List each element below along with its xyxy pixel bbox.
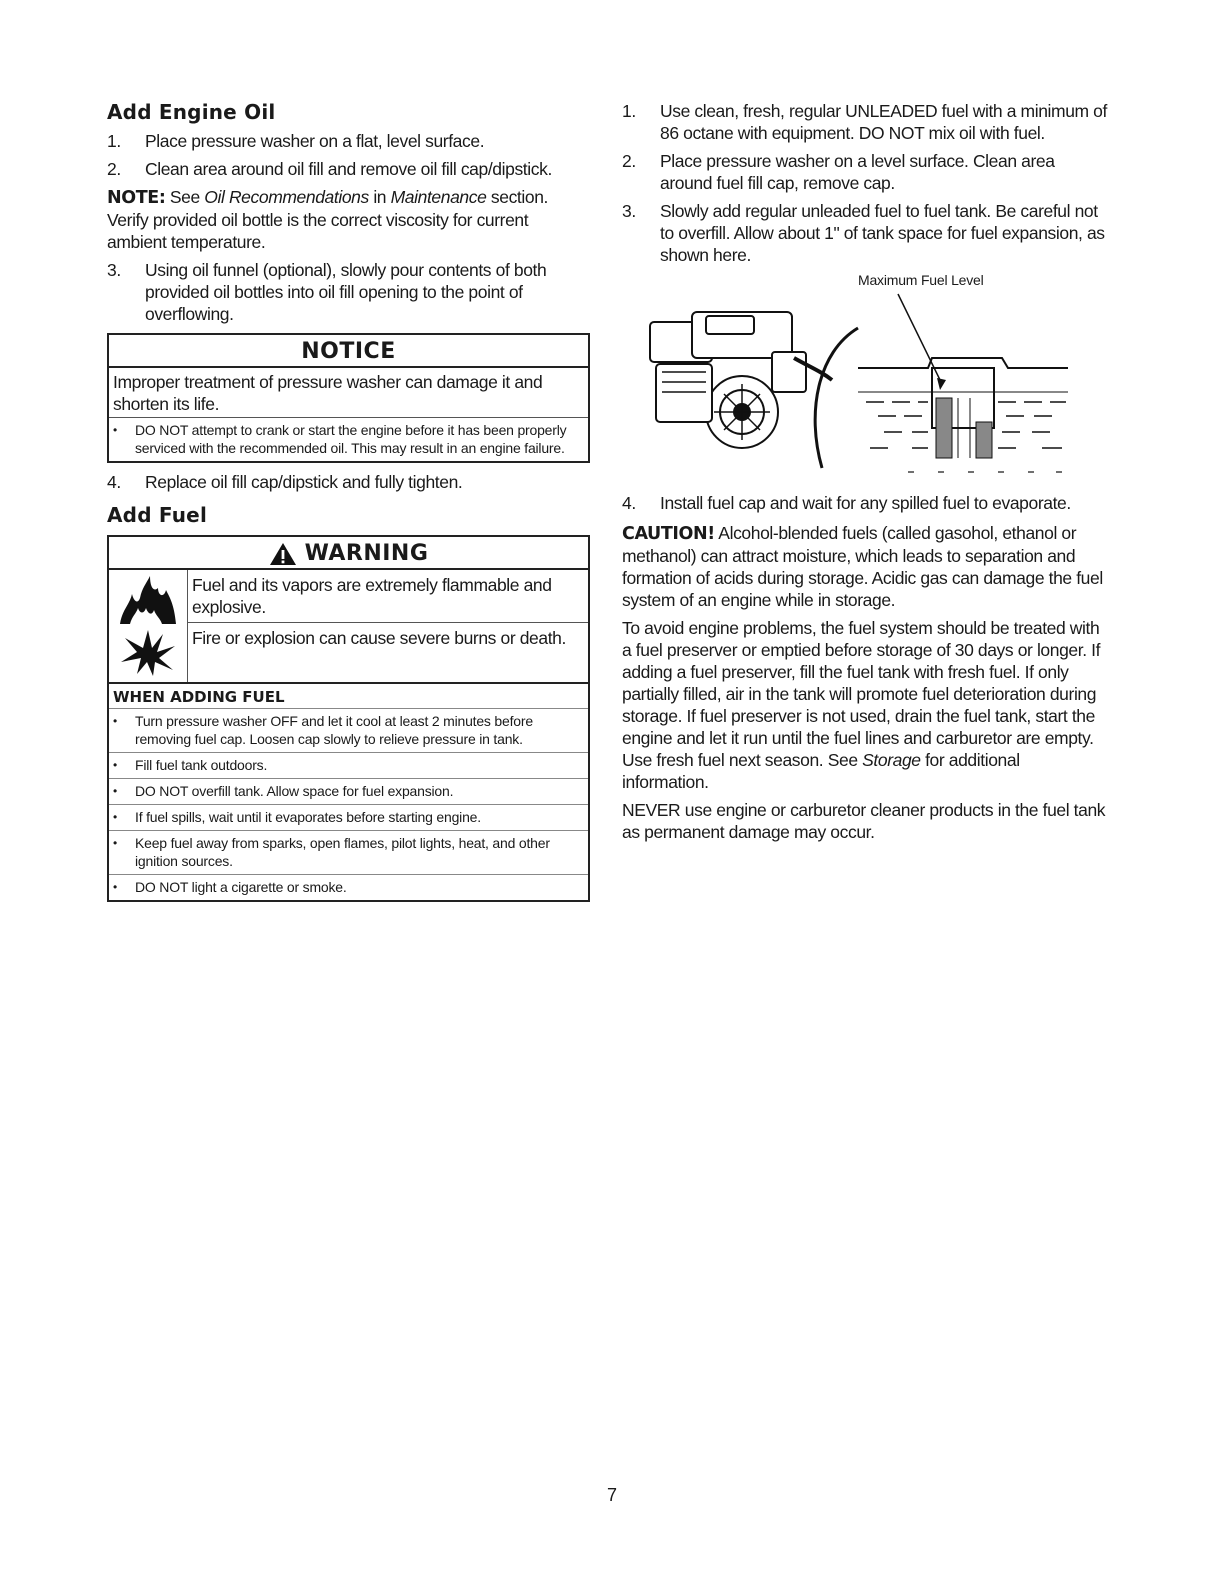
fuel-step-4: 4. Install fuel cap and wait for any spilled fuel to evaporate. xyxy=(622,493,1071,513)
oil-step-4: 4. Replace oil fill cap/dipstick and fully tighten. xyxy=(107,472,463,492)
maximum-fuel-level-label: Maximum Fuel Level xyxy=(858,272,984,288)
never-paragraph: NEVER use engine or carburetor cleaner products in the fuel tank as permanent damage may occur. xyxy=(622,800,1106,842)
when-adding-fuel-subhead: WHEN ADDING FUEL xyxy=(109,684,588,709)
explosion-icon xyxy=(117,626,179,678)
warning-triangle-icon xyxy=(269,542,297,566)
storage-paragraph: To avoid engine problems, the fuel system should be treated with a fuel preserver or emptied before storage of 30 days or longer. If adding a fuel preserver, fill the fuel tank with fresh fuel. If only partially filled, air in the tank will promote fuel deterioration during storage. If fuel preserver is not used, drain the fuel tank, start the engine and let it run until the fuel lines and carburetor are empty. Use fresh fuel next season. See Storage for additional information. xyxy=(622,618,1101,792)
notice-bullet: • DO NOT attempt to crank or start the engine before it has been properly serviced with the recommended oil. This may result in an engine failure. xyxy=(113,422,567,456)
warning-box xyxy=(107,535,590,902)
right-column xyxy=(622,100,1107,849)
fuel-step-1: 1. Use clean, fresh, regular UNLEADED fuel with a minimum of 86 octane with equipment. DO NOT mix oil with fuel. xyxy=(622,101,1107,143)
oil-step-3: 3. Using oil funnel (optional), slowly pour contents of both provided oil bottles into oil fill opening to the point of overflowing. xyxy=(107,260,547,324)
warning-bullet: • DO NOT light a cigarette or smoke. xyxy=(113,879,347,895)
warning-hazards xyxy=(109,570,588,684)
add-fuel-heading: Add Fuel xyxy=(107,503,207,527)
warning-bullet: • If fuel spills, wait until it evaporates before starting engine. xyxy=(109,805,588,831)
flammable-flames-icon xyxy=(116,574,180,626)
warning-bullet: • DO NOT overfill tank. Allow space for fuel expansion. xyxy=(109,779,588,805)
oil-step-2: 2. Clean area around oil fill and remove oil fill cap/dipstick. xyxy=(107,159,552,179)
warning-text-flammable: Fuel and its vapors are extremely flammable and explosive. xyxy=(192,575,552,617)
warning-bullet: • Fill fuel tank outdoors. xyxy=(109,753,588,779)
caution-paragraph: CAUTION! Alcohol-blended fuels (called gasohol, ethanol or methanol) can attract moisture, which leads to separation and formation of acids during storage. Acidic gas can damage the fuel system of an engine while in storage. xyxy=(622,523,1103,610)
warning-bullet: • Turn pressure washer OFF and let it cool at least 2 minutes before removing fuel cap. Loosen cap slowly to relieve pressure in tank. xyxy=(109,709,588,753)
notice-text: Improper treatment of pressure washer can damage it and shorten its life. xyxy=(109,368,588,418)
note-paragraph: NOTE: See Oil Recommendations in Maintenance section. Verify provided oil bottle is the correct viscosity for current ambient temperature. xyxy=(107,187,548,252)
page-number: 7 xyxy=(606,1485,617,1505)
fuel-level-diagram xyxy=(622,272,1107,482)
warning-bullet: • Keep fuel away from sparks, open flames, pilot lights, heat, and other ignition sources. xyxy=(109,831,588,875)
warning-text-explosion: Fire or explosion can cause severe burns or death. xyxy=(188,622,588,653)
left-column xyxy=(107,100,590,910)
engine-fuel-tank-illustration xyxy=(622,272,1107,482)
fuel-step-2: 2. Place pressure washer on a level surface. Clean area around fuel fill cap, remove cap. xyxy=(622,151,1055,193)
oil-step-1: 1. Place pressure washer on a flat, level surface. xyxy=(107,131,485,151)
warning-title: WARNING xyxy=(109,537,588,570)
fuel-step-3: 3. Slowly add regular unleaded fuel to fuel tank. Be careful not to overfill. Allow about 1" of tank space for fuel expansion, as shown here. xyxy=(622,201,1105,265)
notice-box xyxy=(107,333,590,463)
add-engine-oil-heading: Add Engine Oil xyxy=(107,100,276,124)
notice-title: NOTICE xyxy=(109,335,588,368)
